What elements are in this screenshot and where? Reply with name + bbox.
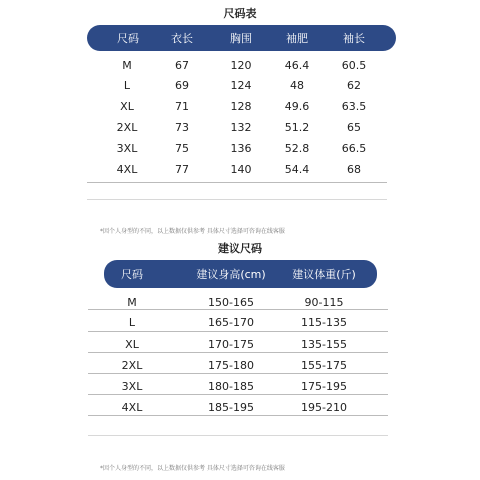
table-divider [88, 435, 388, 436]
cell-size: M [122, 59, 132, 72]
cell-sleeve-length: 62 [347, 79, 361, 92]
header-size: 尺码 [117, 32, 139, 45]
recommended-size-note: *因个人身型的不同，以上数据仅供参考 具体尺寸选择可咨询在线客服 [100, 465, 285, 472]
cell-size: XL [120, 100, 134, 113]
cell-size: 3XL [121, 380, 143, 393]
header-chest: 胸围 [230, 32, 252, 45]
row-divider [88, 415, 388, 416]
cell-length: 73 [175, 121, 189, 134]
cell-chest: 128 [230, 100, 252, 113]
cell-sleeve-length: 60.5 [341, 59, 367, 72]
cell-sleeve-width: 49.6 [284, 100, 310, 113]
cell-size: 2XL [121, 359, 143, 372]
table-row [0, 56, 480, 76]
header-weight: 建议体重(斤) [292, 268, 356, 281]
table-divider [87, 199, 387, 200]
cell-size: 2XL [116, 121, 138, 134]
cell-chest: 140 [230, 163, 252, 176]
table-row [0, 293, 480, 313]
header-sleeve-width: 袖肥 [286, 32, 308, 45]
cell-sleeve-length: 68 [347, 163, 361, 176]
cell-weight: 155-175 [301, 359, 347, 372]
cell-size: L [123, 79, 131, 92]
cell-size: L [128, 316, 136, 329]
table-row [0, 160, 480, 180]
cell-length: 67 [175, 59, 189, 72]
cell-size: 4XL [116, 163, 138, 176]
cell-size: M [127, 296, 137, 309]
row-divider [88, 394, 388, 395]
recommended-size-header [104, 260, 377, 288]
cell-chest: 120 [230, 59, 252, 72]
table-row [0, 313, 480, 333]
table-row [0, 76, 480, 96]
header-sleeve-length: 袖长 [343, 32, 365, 45]
cell-weight: 115-135 [301, 316, 347, 329]
cell-sleeve-length: 63.5 [341, 100, 367, 113]
cell-weight: 90-115 [304, 296, 344, 309]
size-chart-header [87, 25, 396, 51]
recommended-size-title: 建议尺码 [218, 242, 262, 255]
row-divider [88, 309, 388, 310]
cell-sleeve-length: 65 [347, 121, 361, 134]
table-row [0, 97, 480, 117]
cell-weight: 135-155 [301, 338, 347, 351]
row-divider [88, 373, 388, 374]
cell-length: 69 [175, 79, 189, 92]
header-length: 衣长 [171, 32, 193, 45]
cell-size: 4XL [121, 401, 143, 414]
cell-height: 165-170 [208, 316, 254, 329]
header-size: 尺码 [121, 268, 143, 281]
cell-weight: 175-195 [301, 380, 347, 393]
cell-size: 3XL [116, 142, 138, 155]
cell-height: 185-195 [208, 401, 254, 414]
size-chart-title: 尺码表 [223, 7, 257, 20]
cell-length: 77 [175, 163, 189, 176]
cell-sleeve-length: 66.5 [341, 142, 367, 155]
cell-sleeve-width: 46.4 [284, 59, 310, 72]
header-height: 建议身高(cm) [196, 268, 266, 281]
size-chart-note: *因个人身型的不同，以上数据仅供参考 具体尺寸选择可咨询在线客服 [100, 228, 285, 235]
cell-weight: 195-210 [301, 401, 347, 414]
cell-height: 150-165 [208, 296, 254, 309]
table-bottom-rule [87, 182, 387, 183]
cell-height: 175-180 [208, 359, 254, 372]
cell-sleeve-width: 54.4 [284, 163, 310, 176]
cell-chest: 136 [230, 142, 252, 155]
row-divider [88, 331, 388, 332]
table-row [0, 118, 480, 138]
cell-length: 71 [175, 100, 189, 113]
cell-sleeve-width: 52.8 [284, 142, 310, 155]
cell-height: 170-175 [208, 338, 254, 351]
cell-height: 180-185 [208, 380, 254, 393]
cell-chest: 124 [230, 79, 252, 92]
row-divider [88, 352, 388, 353]
cell-sleeve-width: 51.2 [284, 121, 310, 134]
cell-sleeve-width: 48 [290, 79, 304, 92]
cell-length: 75 [175, 142, 189, 155]
cell-chest: 132 [230, 121, 252, 134]
cell-size: XL [125, 338, 139, 351]
table-row [0, 139, 480, 159]
